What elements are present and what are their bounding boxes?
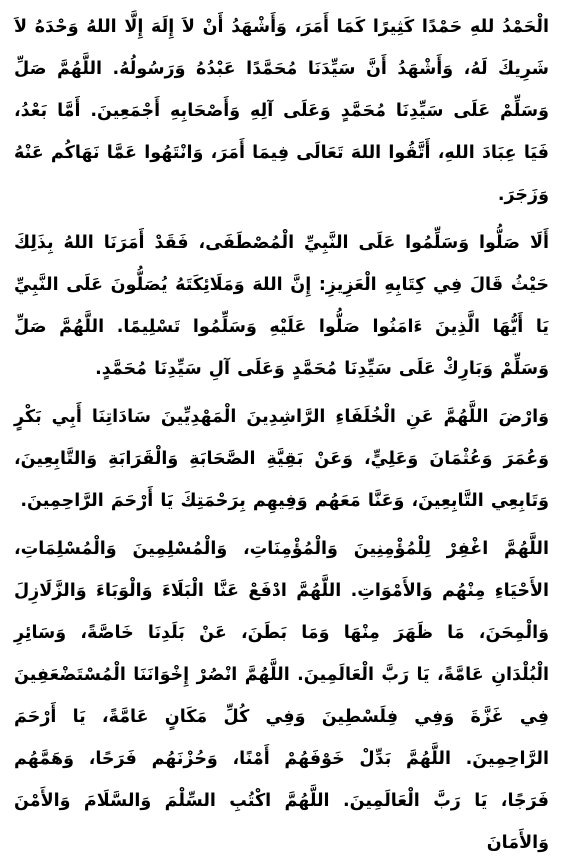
supplication-paragraph: اللَّهُمَّ اغْفِرْ لِلْمُؤْمِنِينَ وَالْمُؤْمِنَاتِ، وَالْمُسْلِمِينَ وَالْمُسْلِمَاتِ، الأَحْيَاءِ مِنْهُم وَالأَمْوَاتِ. اللَّهُمَّ ادْفَعْ عَنَّا الْبَلَاءَ وَالْوَبَاءَ وَالزَّلَازِلَ وَالْمِحَنَ، مَا ظَهَرَ مِنْهَا وَمَا بَطَنَ، عَنْ بَلَدِنَا خَاصَّةً، وَسَائِرِ الْبُلْدَانِ عَامَّةً، يَا رَبَّ الْعَالَمِينَ. اللَّهُمَّ انْصُرْ إِخْوَانَنَا الْمُسْتَضْعَفِينَ فِي غَزَّةَ وَفِي فِلَسْطِينَ وَفِي كُلِّ مَكَانٍ عَامَّةً، يَا أَرْحَمَ الرَّاحِمِينَ. اللَّهُمَّ بَدِّلْ خَوْفَهُمْ أَمْنًا، وَحُزْنَهُم فَرَحًا، وَهَمَّهُم فَرَجًا، يَا رَبَّ الْعَالَمِينَ. اللَّهُمَّ اكْتُبِ السِّلْمَ وَالسَّلَامَ وَالأَمْنَ وَالأَمَانَ bbox=[14, 539, 549, 853]
salawat-paragraph: أَلَا صَلُّوا وَسَلِّمُوا عَلَى النَّبِيِّ الْمُصْطَفَى، فَقَدْ أَمَرَنَا اللهُ بِذَلِكَ حَيْثُ قَالَ فِي كِتَابِهِ الْعَزِيزِ: إِنَّ اللهَ وَمَلَائِكَتَهُ يُصَلُّونَ عَلَى النَّبِيِّ يَا أَيُّهَا الَّذِينَ ءَامَنُوا صَلُّوا عَلَيْهِ وَسَلِّمُوا تَسْلِيمًا. اللَّهُمَّ صَلِّ وَسَلِّمْ وَبَارِكْ عَلَى سَيِّدِنَا مُحَمَّدٍ وَعَلَى آلِ سَيِّدِنَا مُحَمَّدٍ. bbox=[14, 233, 549, 379]
opening-praise-paragraph: الْحَمْدُ للهِ حَمْدًا كَثِيرًا كَمَا أَمَرَ، وَأَشْهَدُ أَنْ لاَ إِلَهَ إِلَّا اللهُ وَحْدَهُ لاَ شَرِيكَ لَهُ، وَأَشْهَدُ أَنَّ سَيِّدَنَا مُحَمَّدًا عَبْدُهُ وَرَسُولُهُ. اللَّهُمَّ صَلِّ وَسَلِّمْ عَلَى سَيِّدِنَا مُحَمَّدٍ وَعَلَى آلِهِ وَأَصْحَابِهِ أَجْمَعِينَ. أَمَّا بَعْدُ، فَيَا عِبَادَ اللهِ، أَتَّقُوا اللهَ تَعَالَى فِيمَا أَمَرَ، وَانْتَهُوا عَمَّا نَهَاكُم عَنْهُ وَزَجَرَ. bbox=[14, 17, 549, 205]
companions-paragraph: وَارْضَ اللَّهُمَّ عَنِ الْخُلَفَاءِ الرَّاشِدِينَ الْمَهْدِيِّينَ سَادَاتِنَا أَبِي بَكْرٍ وَعُمَرَ وَعُثْمَانَ وَعَلِيٍّ، وَعَنْ بَقِيَّةِ الصَّحَابَةِ وَالْقَرَابَةِ وَالتَّابِعِينَ، وَتَابِعِي التَّابِعِينَ، وَعَنَّا مَعَهُم وَفِيهِم بِرَحْمَتِكَ يَا أَرْحَمَ الرَّاحِمِينَ. bbox=[14, 407, 549, 511]
